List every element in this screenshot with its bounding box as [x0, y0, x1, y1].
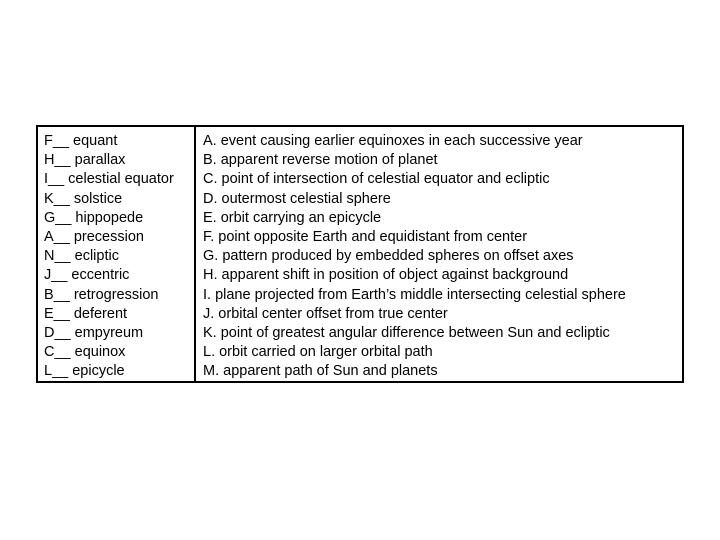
term-item: H__ parallax [44, 152, 126, 169]
term-item: L__ epicycle [44, 363, 125, 380]
definition-item: K. point of greatest angular difference between Sun and ecliptic [203, 324, 610, 341]
definition-item: D. outermost celestial sphere [203, 190, 391, 207]
definition-item: E. orbit carrying an epicycle [203, 209, 382, 226]
definitions-column [196, 127, 682, 381]
definition-item: B. apparent reverse motion of planet [203, 152, 438, 169]
definition-item: A. event causing earlier equinoxes in each successive year [203, 133, 583, 149]
definition-item: G. pattern produced by embedded spheres on offset axes [203, 248, 574, 265]
definition-item: M. apparent path of Sun and planets [203, 363, 438, 380]
term-item: D__ empyreum [44, 324, 144, 341]
definition-item: J. orbital center offset from true center [203, 305, 448, 322]
term-item: B__ retrogression [44, 286, 159, 303]
term-item: J__ eccentric [44, 267, 130, 284]
term-item: K__ solstice [44, 190, 123, 207]
matching-table [36, 125, 684, 383]
definition-item: L. orbit carried on larger orbital path [203, 344, 433, 361]
term-item: N__ ecliptic [44, 248, 119, 265]
term-item: I__ celestial equator [44, 171, 174, 188]
terms-column [38, 127, 196, 381]
definition-item: C. point of intersection of celestial equator and ecliptic [203, 171, 550, 188]
term-item: E__ deferent [44, 305, 128, 322]
definition-item: F. point opposite Earth and equidistant from center [203, 228, 528, 245]
definition-item: H. apparent shift in position of object against background [203, 267, 569, 284]
term-item: C__ equinox [44, 344, 126, 361]
definition-item: I. plane projected from Earth’s middle intersecting celestial sphere [203, 286, 626, 303]
term-item: A__ precession [44, 228, 144, 245]
term-item: F__ equant [44, 133, 118, 149]
term-item: G__ hippopede [44, 209, 144, 226]
